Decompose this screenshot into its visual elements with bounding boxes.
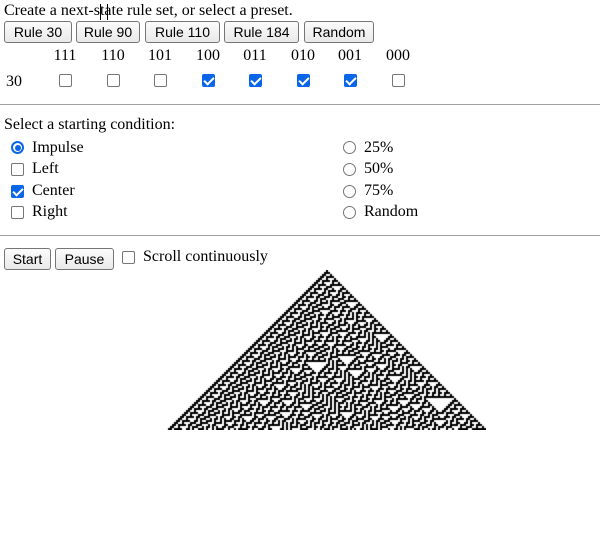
random-50-label: 50%	[364, 160, 394, 177]
pattern-label-100: 100	[196, 47, 220, 64]
center-checkbox[interactable]	[11, 185, 24, 198]
preset-rule-90-button[interactable]: Rule 90	[76, 21, 140, 43]
starting-condition-prompt: Select a starting condition:	[4, 116, 176, 133]
left-label: Left	[32, 160, 59, 177]
rule-number: 30	[6, 73, 22, 90]
pattern-label-000: 000	[386, 47, 410, 64]
impulse-label: Impulse	[32, 139, 84, 156]
random-radio[interactable]	[343, 206, 356, 219]
pattern-checkbox-001[interactable]	[344, 74, 357, 87]
impulse-radio[interactable]	[11, 141, 24, 154]
automaton-canvas	[166, 270, 486, 430]
pattern-label-011: 011	[243, 47, 267, 64]
random-50-radio[interactable]	[343, 163, 356, 176]
random-75-label: 75%	[364, 182, 394, 199]
preset-rule-110-button[interactable]: Rule 110	[145, 21, 220, 43]
pause-button[interactable]: Pause	[55, 248, 114, 270]
random-75-radio[interactable]	[343, 185, 356, 198]
pattern-label-110: 110	[101, 47, 125, 64]
pattern-checkbox-000[interactable]	[392, 74, 405, 87]
random-25-radio[interactable]	[343, 141, 356, 154]
pattern-checkbox-111[interactable]	[59, 74, 72, 87]
instruction-text: Create a next-state rule set, or select a preset.	[4, 2, 293, 19]
pattern-checkbox-110[interactable]	[107, 74, 120, 87]
pattern-label-101: 101	[148, 47, 172, 64]
right-label: Right	[32, 203, 68, 220]
pattern-label-001: 001	[338, 47, 362, 64]
preset-random-button[interactable]: Random	[304, 21, 374, 43]
scroll-continuously-checkbox[interactable]	[122, 251, 135, 264]
right-checkbox[interactable]	[11, 206, 24, 219]
center-label: Center	[32, 182, 75, 199]
pattern-checkbox-010[interactable]	[297, 74, 310, 87]
pattern-checkbox-101[interactable]	[154, 74, 167, 87]
scroll-continuously-label: Scroll continuously	[143, 248, 268, 265]
pattern-checkbox-100[interactable]	[202, 74, 215, 87]
pattern-checkbox-011[interactable]	[249, 74, 262, 87]
preset-rule-30-button[interactable]: Rule 30	[4, 21, 72, 43]
text-cursor-icon	[100, 4, 108, 20]
left-checkbox[interactable]	[11, 163, 24, 176]
divider-bottom	[0, 235, 600, 236]
pattern-label-111: 111	[53, 47, 77, 64]
divider-top	[0, 104, 600, 105]
preset-rule-184-button[interactable]: Rule 184	[224, 21, 299, 43]
pattern-label-010: 010	[291, 47, 315, 64]
start-button[interactable]: Start	[4, 248, 51, 270]
random-25-label: 25%	[364, 139, 394, 156]
random-label: Random	[364, 203, 419, 220]
